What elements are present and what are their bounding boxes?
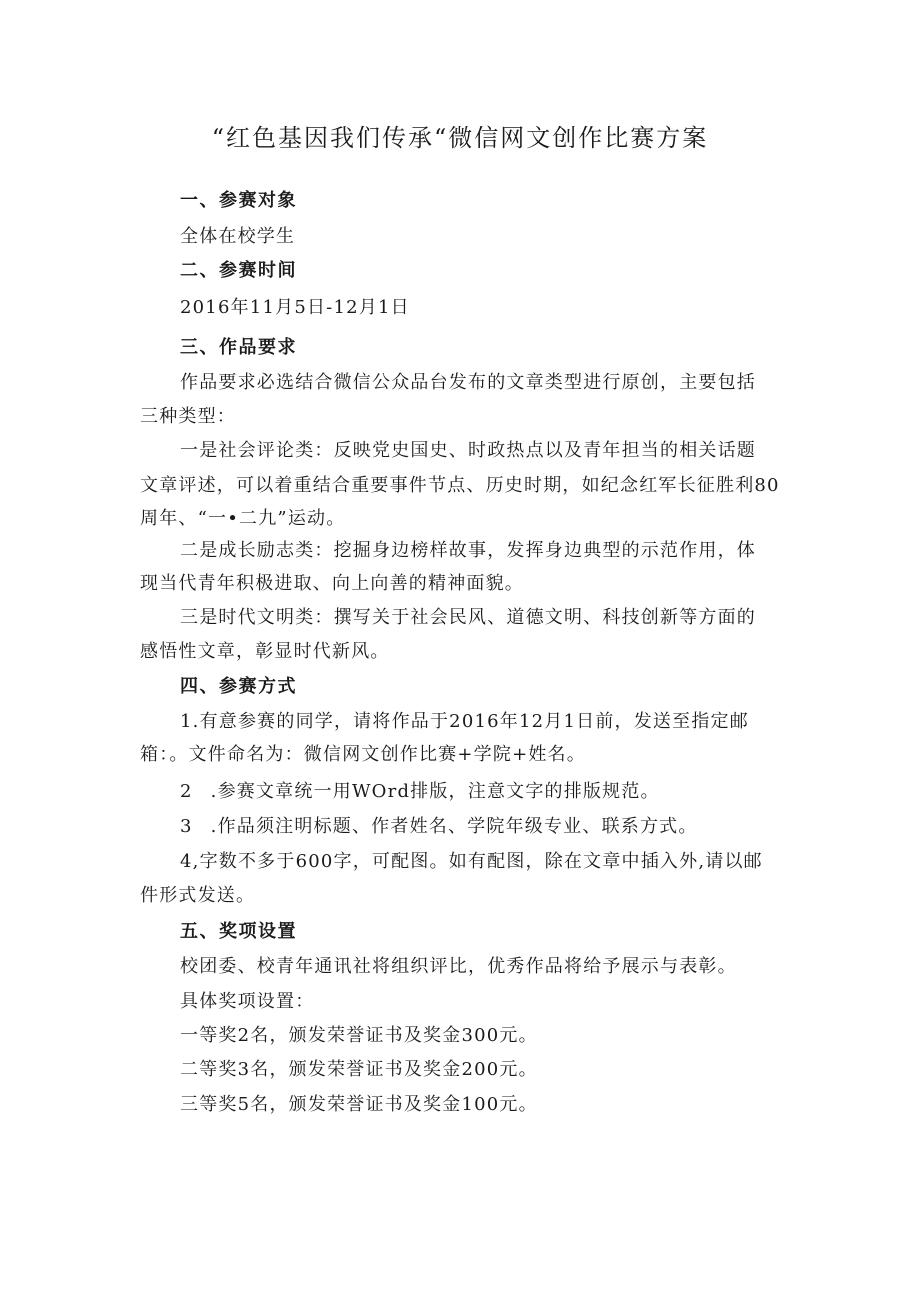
method-item1-line2: 箱：。文件命名为：微信网文创作比赛+学院+姓名。	[140, 744, 586, 765]
method-item2-text: .参赛文章统一用WOrd排版，注意文字的排版规范。	[210, 781, 660, 802]
awards-line2: 具体奖项设置：	[180, 991, 315, 1012]
method-item3-text: .作品须注明标题、作者姓名、学院年级专业、联系方式。	[210, 816, 698, 837]
method-item4-line2: 件形式发送。	[140, 885, 256, 906]
section-heading-time: 二、参赛时间	[180, 260, 297, 281]
awards-line1: 校团委、校青年通讯社将组织评比，优秀作品将给予展示与表彰。	[180, 956, 737, 977]
section-heading-method: 四、参赛方式	[180, 676, 297, 697]
method-item3	[180, 815, 920, 839]
method-item1-line1: 1.有意参赛的同学，请将作品于2016年12月1日前，发送至指定邮	[180, 711, 749, 732]
participants-text: 全体在校学生	[180, 226, 296, 247]
prize-first: 一等奖2名，颁发荣誉证书及奖金300元。	[180, 1025, 538, 1046]
type1-line2: 文章评述，可以着重结合重要事件节点、历史时期，如纪念红军长征胜利80	[140, 475, 780, 496]
type2-line1: 二是成长励志类：挖掘身边榜样故事，发挥身边典型的示范作用，体	[180, 540, 756, 561]
method-item3-number: 3	[180, 816, 193, 837]
prize-third: 三等奖5名，颁发荣誉证书及奖金100元。	[180, 1094, 538, 1115]
method-item2	[180, 780, 920, 804]
section-heading-participants: 一、参赛对象	[180, 190, 297, 211]
type3-line2: 感悟性文章，彰显时代新风。	[140, 641, 390, 662]
document-title: “红色基因我们传承“微信网文创作比赛方案	[211, 124, 709, 152]
time-text: 2016年11月5日-12月1日	[180, 297, 410, 318]
section-heading-awards: 五、奖项设置	[180, 921, 297, 942]
type3-line1: 三是时代文明类：撰写关于社会民风、道德文明、科技创新等方面的	[180, 607, 756, 628]
prize-second: 二等奖3名，颁发荣誉证书及奖金200元。	[180, 1059, 538, 1080]
type1-line1: 一是社会评论类：反映党史国史、时政热点以及青年担当的相关话题	[180, 440, 756, 461]
type1-line3: 周年、“一•二九”运动。	[140, 508, 346, 529]
requirements-intro-line1: 作品要求必选结合微信公众品台发布的文章类型进行原创，主要包括	[180, 372, 756, 393]
requirements-intro-line2: 三种类型：	[140, 406, 236, 427]
method-item2-number: 2	[180, 781, 193, 802]
type2-line2: 现当代青年积极进取、向上向善的精神面貌。	[140, 573, 524, 594]
section-heading-requirements: 三、作品要求	[180, 337, 297, 358]
method-item4-line1: 4,字数不多于600字，可配图。如有配图，除在文章中插入外,请以邮	[180, 851, 763, 872]
